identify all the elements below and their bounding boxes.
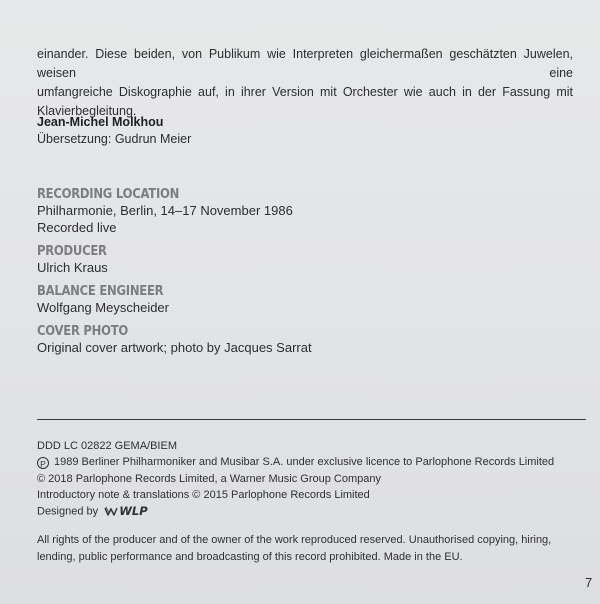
designed-by-line (37, 503, 557, 520)
intro-line-3: Klavierbegleitung. (37, 104, 137, 118)
wlp-logo-icon (104, 506, 118, 517)
translation-credit: Übersetzung: Gudrun Meier (37, 132, 192, 146)
credit-balance-engineer (37, 283, 557, 316)
intro-note-copyright: Introductory note & translations © 2015 Parlophone Records Limited (37, 488, 370, 501)
designed-by-label: Designed by (37, 505, 99, 518)
copyright-line: © 2018 Parlophone Records Limited, a Warner Music Group Company (37, 472, 381, 485)
credit-heading: RECORDING LOCATION (37, 186, 180, 202)
credit-producer (37, 243, 557, 276)
author-block (37, 114, 191, 148)
intro-paragraph (37, 45, 573, 121)
credit-line: Original cover artwork; photo by Jacques Sarrat (37, 340, 312, 355)
intro-line-2: umfangreiche Diskographie auf, in ihrer Version mit Orchester wie auch in der Fassung mit (37, 85, 573, 99)
wlp-logo-text: WLP (119, 504, 148, 519)
rights-line-2: lending, public performance and broadcasting of this record prohibited. Made in the EU. (37, 550, 463, 563)
divider-rule (37, 419, 586, 420)
credit-line: Ulrich Kraus (37, 260, 108, 275)
credit-recording-location (37, 186, 557, 236)
phonogram-p-icon: P (37, 457, 49, 469)
catalog-codes: DDD LC 02822 GEMA/BIEM (37, 440, 177, 452)
intro-line-1: einander. Diese beiden, von Publikum wie Interpreten gleichermaßen geschätzten Juwelen, weisen eine (37, 47, 573, 80)
credit-heading: COVER PHOTO (37, 323, 129, 339)
credit-line: Recorded live (37, 220, 117, 235)
rights-line-1: All rights of the producer and of the owner of the work reproduced reserved. Unauthorised copying, hiring, (37, 534, 552, 546)
legal-block (37, 438, 557, 520)
page-number: 7 (585, 575, 593, 590)
phonographic-copyright-line (37, 454, 557, 470)
author-name: Jean-Michel Molkhou (37, 115, 164, 129)
credit-heading: BALANCE ENGINEER (37, 283, 164, 299)
rights-notice (37, 532, 557, 565)
credit-line: Wolfgang Meyscheider (37, 300, 169, 315)
credit-line: Philharmonie, Berlin, 14–17 November 1986 (37, 203, 293, 218)
credits-list (37, 186, 557, 363)
wlp-logo (104, 503, 147, 519)
credit-heading: PRODUCER (37, 243, 107, 259)
credit-cover-photo (37, 323, 557, 356)
p-line-text: 1989 Berliner Philharmoniker and Musibar S.A. under exclusive licence to Parlophone Records Limited (54, 456, 555, 469)
